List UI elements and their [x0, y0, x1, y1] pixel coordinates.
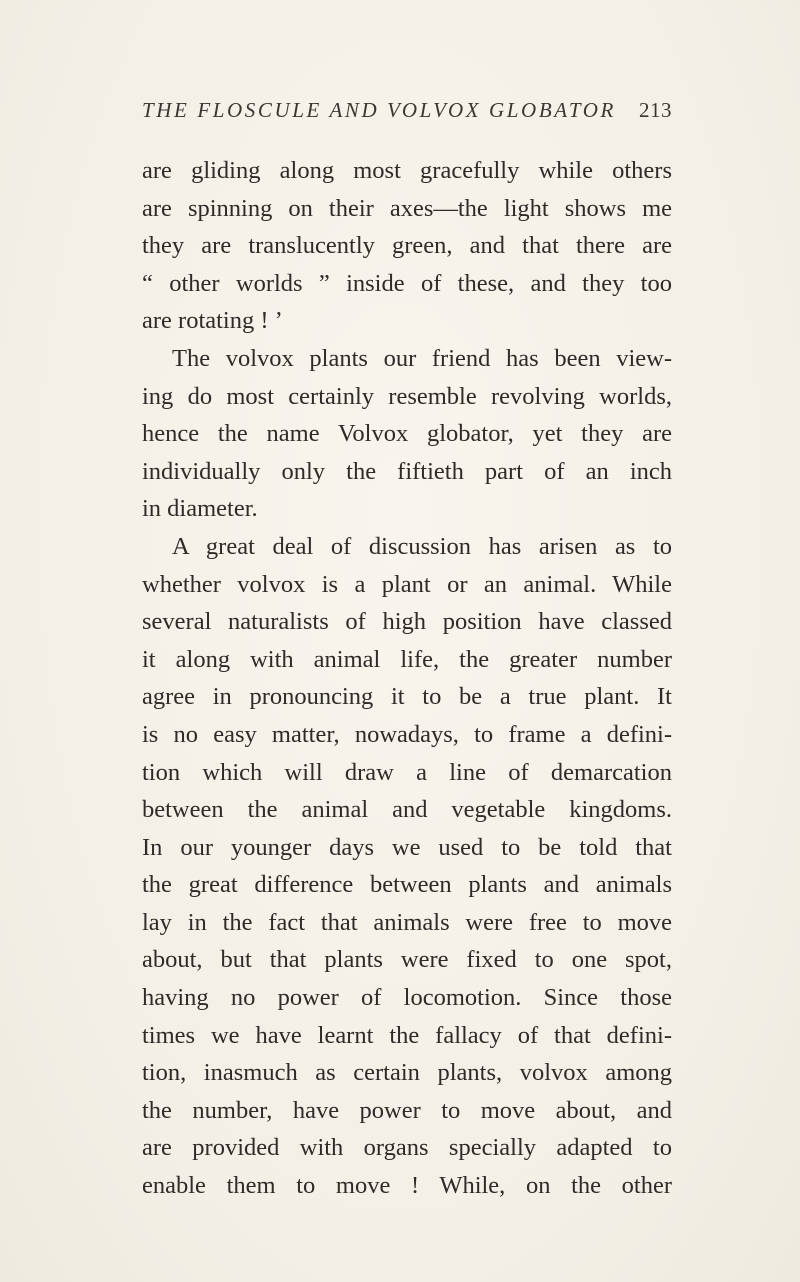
text-line: The volvox plants our friend has been view-: [172, 344, 672, 372]
text-line: individually only the fiftieth part of an inch: [142, 457, 672, 485]
text-line: are gliding along most gracefully while others: [142, 157, 672, 184]
text-line: times we have learnt the fallacy of that defini-: [142, 1021, 672, 1049]
text-line: tion which will draw a line of demarcation: [142, 758, 672, 786]
text-line: about, but that plants were fixed to one spot,: [142, 946, 672, 974]
text-line: ing do most certainly resemble revolving worlds,: [142, 382, 672, 410]
text-line: are provided with organs specially adapted to: [142, 1134, 672, 1162]
text-line: are rotating ! ’: [142, 307, 283, 335]
running-head-title: THE FLOSCULE AND VOLVOX GLOBATOR: [142, 98, 616, 122]
text-line: enable them to move ! While, on the other: [142, 1172, 672, 1200]
text-line: agree in pronouncing it to be a true plant. It: [142, 683, 672, 711]
text-line: is no easy matter, nowadays, to frame a defini-: [142, 720, 672, 748]
text-line: between the animal and vegetable kingdoms.: [142, 796, 672, 824]
text-line: having no power of locomotion. Since those: [142, 984, 672, 1012]
text-line: “ other worlds ” inside of these, and they too: [142, 269, 672, 297]
body-text: [142, 152, 672, 1205]
text-line: it along with animal life, the greater number: [142, 645, 672, 673]
text-line: tion, inasmuch as certain plants, volvox among: [142, 1059, 672, 1087]
text-line: A great deal of discussion has arisen as to: [172, 532, 672, 560]
text-line: hence the name Volvox globator, yet they are: [142, 420, 672, 448]
text-line: lay in the fact that animals were free to move: [142, 908, 672, 936]
text-line: the number, have power to move about, and: [142, 1096, 672, 1124]
text-line: they are translucently green, and that there are: [142, 232, 672, 260]
text-line: are spinning on their axes—the light shows me: [142, 194, 672, 222]
running-head: [142, 98, 672, 138]
text-line: in diameter.: [142, 495, 258, 523]
text-line: whether volvox is a plant or an animal. While: [142, 570, 672, 598]
text-line: several naturalists of high position have classed: [142, 608, 672, 636]
text-line: In our younger days we used to be told that: [142, 833, 672, 861]
text-line: the great difference between plants and animals: [142, 871, 672, 899]
page-number: 213: [639, 98, 672, 122]
